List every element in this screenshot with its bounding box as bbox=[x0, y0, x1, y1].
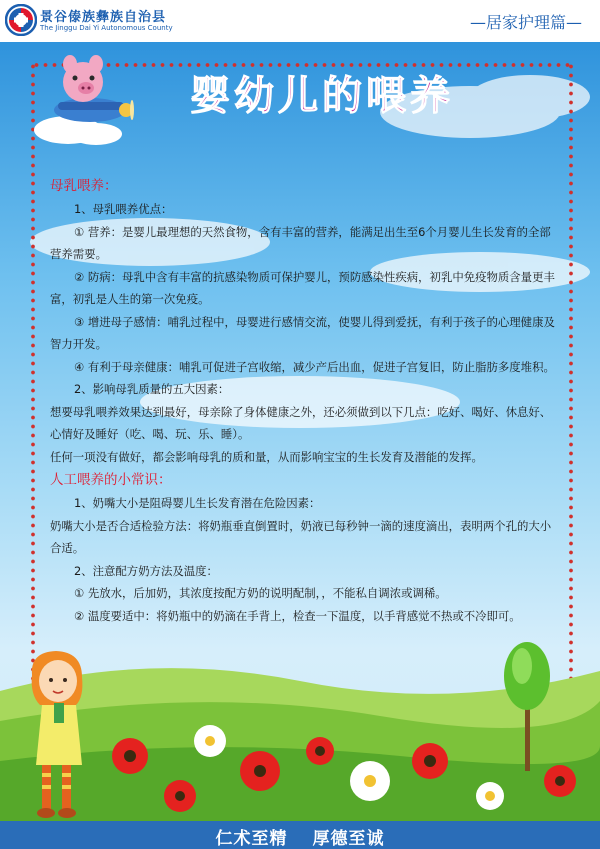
pig-airplane-illustration bbox=[28, 48, 143, 148]
paragraph: 想要母乳喂养效果达到最好，母亲除了身体健康之外，还必须做到以下几点：吃好、喝好、休息好、心情好及睡好（吃、喝、玩、乐、睡）。 bbox=[50, 404, 552, 441]
hospital-logo-icon bbox=[5, 4, 37, 36]
section-heading: 母乳喂养： bbox=[50, 178, 118, 194]
org-name: 景谷傣族彝族自治县 bbox=[40, 10, 167, 25]
girl-illustration bbox=[20, 647, 100, 821]
paragraph: 奶嘴大小是否合适检验方法：将奶瓶垂直倒置时，奶液已每秒钟一滴的速度滴出，表明两个孔的大小合适。 bbox=[50, 518, 552, 555]
left-bead-border bbox=[30, 62, 36, 712]
org-name-english: The Jinggu Dai Yi Autonomous County bbox=[40, 24, 173, 32]
paragraph: ④ 有利于母亲健康：哺乳可促进子宫收缩，减少产后出血，促进子宫复旧，防止脂肪多度堆积。 bbox=[74, 359, 555, 374]
slogan-part-2: 厚德至诚 bbox=[312, 829, 385, 849]
slogan-part-1: 仁术至精 bbox=[215, 829, 288, 849]
paragraph: ③ 增进母子感情：哺乳过程中，母婴进行感情交流，使婴儿得到爱抚，有利于孩子的心理健康及智力开发。 bbox=[50, 314, 555, 351]
section-heading: 人工喂养的小常识： bbox=[50, 472, 172, 488]
poster-title: 婴幼儿的喂养 bbox=[190, 73, 454, 119]
slogan bbox=[0, 824, 600, 849]
paragraph: 任何一项没有做好，都会影响母乳的质和量，从而影响宝宝的生长发育及潜能的发挥。 bbox=[50, 449, 483, 464]
article-body bbox=[50, 174, 558, 627]
footer-bar bbox=[0, 821, 600, 849]
section-title: —居家护理篇— bbox=[469, 13, 582, 32]
paragraph: ② 防病：母乳中含有丰富的抗感染物质可保护婴儿，预防感染性疾病，初乳中免疫物质含量更丰富，初乳是人生的第一次免疫。 bbox=[50, 269, 555, 306]
paragraph: 1、母乳喂养优点： bbox=[74, 202, 173, 216]
paragraph: ① 营养：是婴儿最理想的天然食物，含有丰富的营养，能满足出生至6个月婴儿生长发育的全部营养需要。 bbox=[50, 224, 551, 261]
header bbox=[0, 0, 600, 42]
paragraph: 2、影响母乳质量的五大因素： bbox=[74, 382, 230, 396]
paragraph: 1、奶嘴大小是阻碍婴儿生长发育潜在危险因素： bbox=[74, 496, 321, 510]
paragraph: ② 温度要适中：将奶瓶中的奶滴在手背上，检查一下温度，以手背感觉不热或不冷即可。 bbox=[74, 608, 521, 623]
paragraph: ① 先放水，后加奶，其浓度按配方奶的说明配制，，不能私自调浓或调稀。 bbox=[74, 586, 447, 600]
poster bbox=[0, 42, 600, 821]
paragraph: 2、注意配方奶方法及温度： bbox=[74, 563, 218, 578]
right-bead-border bbox=[568, 62, 574, 712]
